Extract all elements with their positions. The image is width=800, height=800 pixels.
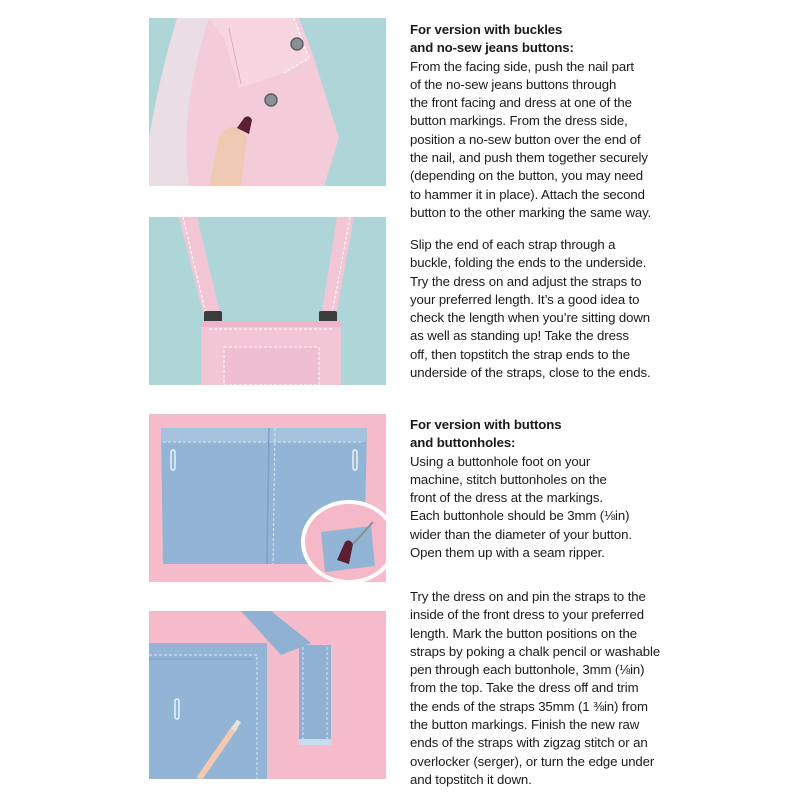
body-line: (depending on the button, you may need <box>410 168 644 184</box>
body-line: the front facing and dress at one of the <box>410 95 632 111</box>
body-line: front of the dress at the markings. <box>410 490 603 506</box>
photo-straps-buckles <box>149 217 386 385</box>
section-pin-straps <box>410 588 698 789</box>
body-line: to hammer it in place). Attach the second <box>410 186 645 202</box>
body-line: Each buttonhole should be 3mm (⅛in) <box>410 508 630 524</box>
body-line: Try the dress on and pin the straps to the <box>410 589 646 604</box>
body-line: of the no-sew jeans buttons through <box>410 76 617 92</box>
section-buttonholes <box>410 416 698 562</box>
body-line: inside of the front dress to your preferred <box>410 607 644 623</box>
photo-strap-pencil <box>149 611 386 779</box>
body-line: the ends of the straps 35mm (1 ⅜in) from <box>410 698 648 714</box>
section-straps <box>410 236 698 382</box>
body-line: ends of the straps with zigzag stitch or an <box>410 735 648 751</box>
body-line: button to the other marking the same way. <box>410 204 652 220</box>
body-line: pen through each buttonhole, 3mm (⅛in) <box>410 662 645 678</box>
body-line: straps by poking a chalk pencil or washable <box>410 643 661 659</box>
body-line: underside of the straps, close to the ends. <box>410 365 651 381</box>
section-heading: For version with buttons <box>410 417 562 432</box>
section-buckles <box>410 21 698 222</box>
body-line: Slip the end of each strap through a <box>410 237 616 252</box>
body-line: machine, stitch buttonholes on the <box>410 471 607 487</box>
photo-buttonholes <box>149 414 386 582</box>
body-line: off, then topstitch the strap ends to the <box>410 346 630 362</box>
body-line: position a no-sew button over the end of <box>410 131 641 147</box>
body-line: length. Mark the button positions on the <box>410 625 637 641</box>
body-line: Try the dress on and adjust the straps to <box>410 273 642 289</box>
body-line: your preferred length. It’s a good idea to <box>410 291 640 307</box>
body-line: Open them up with a seam ripper. <box>410 545 605 561</box>
body-line: and topstitch it down. <box>410 771 532 787</box>
section-heading: For version with buckles <box>410 22 563 37</box>
section-heading: and no-sew jeans buttons: <box>410 40 574 56</box>
body-line: wider than the diameter of your button. <box>410 526 632 542</box>
body-line: check the length when you’re sitting down <box>410 310 651 326</box>
photo-pink-denim-buttons <box>149 18 386 186</box>
body-line: Using a buttonhole foot on your <box>410 453 591 469</box>
body-line: the nail, and push them together securely <box>410 150 648 166</box>
body-line: button markings. From the dress side, <box>410 113 628 129</box>
body-line: From the facing side, push the nail part <box>410 58 634 74</box>
body-line: from the top. Take the dress off and trim <box>410 680 639 696</box>
body-line: buckle, folding the ends to the underside. <box>410 255 647 271</box>
section-heading: and buttonholes: <box>410 435 516 451</box>
body-line: overlocker (serger), or turn the edge under <box>410 753 655 769</box>
body-line: the button markings. Finish the new raw <box>410 717 640 733</box>
body-line: as well as standing up! Take the dress <box>410 328 629 344</box>
